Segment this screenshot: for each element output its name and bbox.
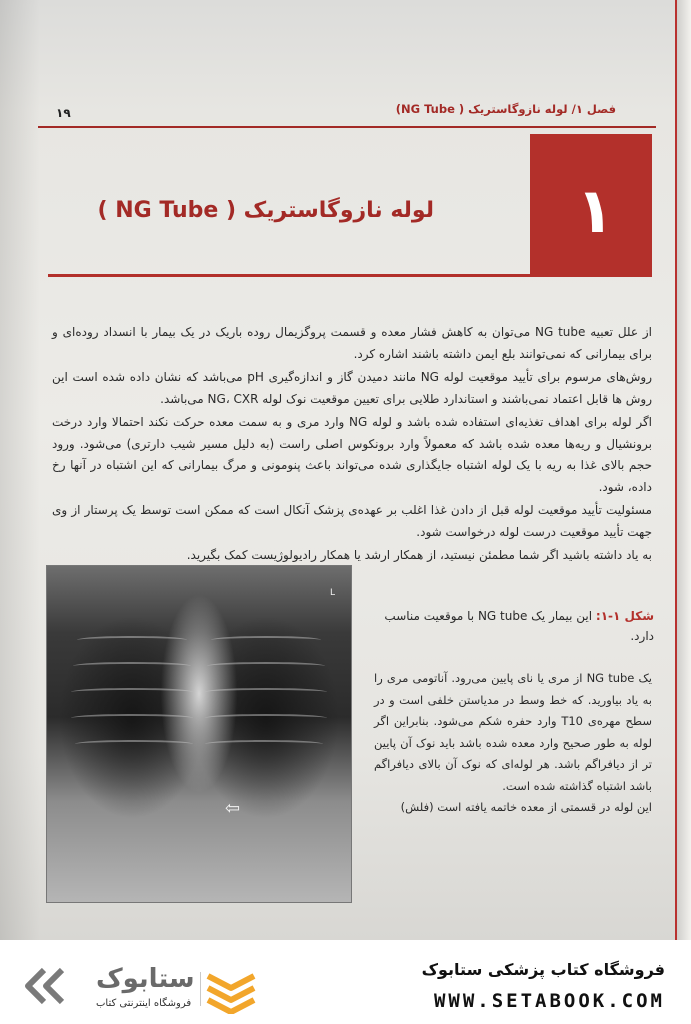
logo-tagline: فروشگاه اینترنتی کتاب [96,998,192,1009]
chevron-left-icon [22,966,80,1006]
paragraph: از علل تعبیه NG tube می‌توان به کاهش فشار معده و قسمت پروگزیمال روده باریک در یک بیمار با انسداد روده‌ای و برای بیمارانی که نمی‌توانند بلع ایمن داشته باشند اشاره کرد. [52,325,652,361]
chapter-number: ۱ [576,174,614,247]
paragraph: به یاد داشته باشید اگر شما مطمئن نیستید، از همکار ارشد یا همکار رادیولوژیست کمک بگیرید. [186,548,652,562]
paragraph: اگر لوله برای اهداف تغذیه‌ای استفاده شده باشد و لوله NG وارد مری و به سمت معده حرکت نکند احتمالا وارد درخت برونشیال و ریه‌ها معده شده باشد که معمولاً وارد برونکوس اصلی راست (به دلیل مسیر شیب دارتری) می‌شود. ورود حجم بالای غذا به ریه با یک لوله اشتباه جایگذاری شده می‌تواند باعث پنومونی و مرگ بیمارانی که این اشتباه در آنها رخ داده، شود. [52,415,652,494]
running-header-title: فصل ۱/ لوله نازوگاستریک ( NG Tube) [395,102,616,116]
page-gutter-shadow [0,0,40,940]
xray-side-marker: L [329,588,335,598]
chapter-heading [48,134,652,280]
chapter-number-box [530,134,652,276]
chapter-rule [48,274,652,277]
figure-caption [368,606,654,646]
chest-xray-image [46,565,352,903]
figure-description-paragraph: این لوله در قسمتی از معده خاتمه یافته است (فلش) [400,800,652,814]
figure-label: شکل ۱-۱: [595,609,654,623]
page-number: ۱۹ [56,106,71,120]
chapter-title: لوله نازوگاستریک ( NG Tube ) [97,198,434,223]
paragraph: روش‌های مرسوم برای تأیید موقعیت لوله NG مانند دمیدن گاز و اندازه‌گیری pH می‌باشد که نشان داده شده است این روش ها قابل اعتماد نمی‌باشند و استاندارد طلایی برای تعیین موقعیت نوک لوله NG، CXR می‌باشد. [52,370,652,406]
figure-description [374,668,652,819]
arrow-icon: ⇦ [225,798,241,819]
figure-caption-text: این بیمار یک NG tube با موقعیت مناسب دارد. [384,609,654,643]
figure-description-paragraph: یک NG tube از مری یا نای پایین می‌رود. آناتومی مری را به یاد بیاورید. که خط وسط در مدیاستن خلفی است و در سطح مهره‌ی T10 وارد حفره شکم می‌شود. بنابراین اگر لوله به طور صحیح وارد معده شده باشد باید نوک آن پایین تر از دیافراگم باشد. هر لوله‌ای که نوک آن بالای دیافراگم باشد اشتباه گذاشته شده است. [374,671,653,793]
book-stack-icon [204,966,258,1014]
store-url-link[interactable]: WWW.SETABOOK.COM [433,990,665,1012]
page-edge [675,0,691,940]
body-text [52,322,652,569]
header-rule [38,126,656,128]
logo-divider [200,972,201,1006]
paragraph: مسئولیت تأیید موقعیت لوله قبل از دادن غذا اغلب بر عهده‌ی پزشک آنکال است که ممکن است توسط یک پرستار از وی جهت تأیید موقعیت درست لوله درخواست شود. [52,503,652,539]
store-title: فروشگاه کتاب پزشکی ستابوک [421,960,665,979]
running-header [56,96,656,122]
logo-wordmark[interactable]: ستابوک [96,964,195,994]
